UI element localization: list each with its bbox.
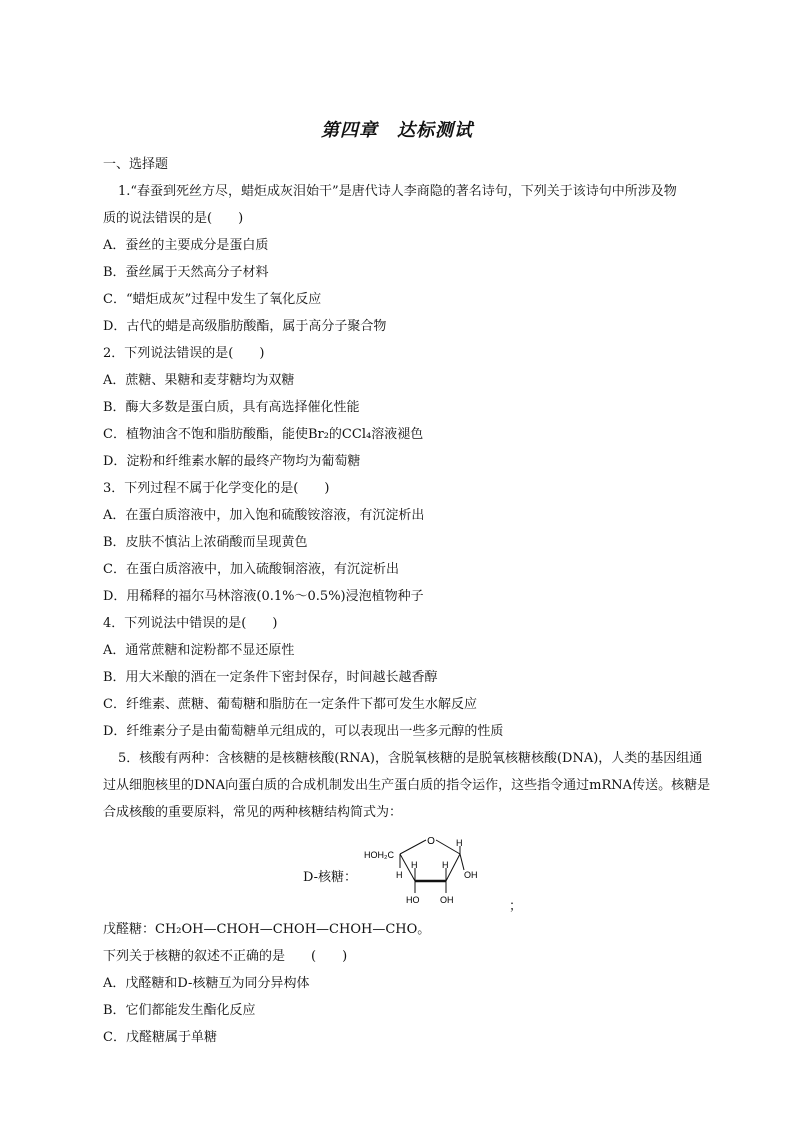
q3-option-d: D．用稀释的福尔马林溶液(0.1%～0.5%)浸泡植物种子 (103, 589, 424, 604)
q5-option-a: A．戊醛糖和D-核糖互为同分异构体 (103, 976, 310, 991)
q1-option-b: B．蚕丝属于天然高分子材料 (103, 265, 269, 280)
atom-h-c1: H (456, 838, 463, 848)
atom-oh-c2: OH (440, 895, 454, 905)
atom-ho-c3: HO (406, 895, 420, 905)
chapter-title: 第四章 达标测试 (321, 120, 473, 141)
q3-option-a: A．在蛋白质溶液中，加入饱和硫酸铵溶液，有沉淀析出 (103, 508, 425, 523)
q1-option-a: A．蚕丝的主要成分是蛋白质 (103, 238, 269, 253)
q1-stem-line1: 1.“春蚕到死丝方尽，蜡炬成灰泪始干”是唐代诗人李商隐的著名诗句，下列关于该诗句中所涉及物 (118, 184, 677, 199)
d-ribose-label: D-核糖： (303, 870, 358, 885)
atom-h-c3: H (411, 860, 418, 870)
atom-h-c4: H (396, 870, 403, 880)
q2-option-a: A．蔗糖、果糖和麦芽糖均为双糖 (103, 373, 295, 388)
atom-o: O (427, 836, 435, 847)
q5-stem-line1: 5．核酸有两种：含核糖的是核糖核酸(RNA)，含脱氧核糖的是脱氧核糖核酸(DNA)，人类的基因组通 (118, 751, 703, 766)
q5-pentose-formula: 戊醛糖：CH₂OH—CHOH—CHOH—CHOH—CHO。 (103, 922, 431, 937)
atom-ch2oh: HOH₂C (364, 850, 394, 860)
q5-question: 下列关于核糖的叙述不正确的是 ( ) (103, 949, 348, 964)
section-heading: 一、选择题 (103, 157, 169, 172)
q2-stem: 2．下列说法错误的是( ) (103, 346, 265, 361)
q5-option-b: B．它们都能发生酯化反应 (103, 1003, 256, 1018)
q5-stem-line3: 合成核酸的重要原料，常见的两种核糖结构简式为： (103, 805, 403, 820)
q2-option-b: B．酶大多数是蛋白质，具有高选择催化性能 (103, 400, 360, 415)
q3-option-b: B．皮肤不慎沾上浓硝酸而呈现黄色 (103, 535, 308, 550)
q2-option-c: C．植物油含不饱和脂肪酸酯，能使Br₂的CCl₄溶液褪色 (103, 427, 424, 442)
d-ribose-structure (360, 832, 490, 906)
q5-stem-line2: 过从细胞核里的DNA向蛋白质的合成机制发出生产蛋白质的指令运作，这些指令通过mRNA传送。核糖是 (103, 778, 711, 793)
atom-oh-c1: OH (464, 870, 478, 880)
structure-semicolon: ； (509, 899, 523, 914)
bond-c1-oh (460, 854, 464, 870)
q4-option-d: D．纤维素分子是由葡萄糖单元组成的，可以表现出一些多元醇的性质 (103, 724, 504, 739)
bond-c4-o (400, 840, 426, 854)
q4-option-c: C．纤维素、蔗糖、葡萄糖和脂肪在一定条件下都可发生水解反应 (103, 697, 477, 712)
q4-stem: 4．下列说法中错误的是( ) (103, 616, 278, 631)
q3-stem: 3．下列过程不属于化学变化的是( ) (103, 481, 330, 496)
q1-option-c: C．“蜡炬成灰”过程中发生了氧化反应 (103, 292, 322, 307)
q4-option-a: A．通常蔗糖和淀粉都不显还原性 (103, 643, 295, 658)
q2-option-d: D．淀粉和纤维素水解的最终产物均为葡萄糖 (103, 454, 361, 469)
q3-option-c: C．在蛋白质溶液中，加入硫酸铜溶液，有沉淀析出 (103, 562, 399, 577)
atom-h-c2: H (442, 860, 449, 870)
q1-option-d: D．古代的蜡是高级脂肪酸酯，属于高分子聚合物 (103, 319, 387, 334)
q5-option-c: C．戊醛糖属于单糖 (103, 1030, 217, 1045)
q1-stem-line2: 质的说法错误的是( ) (103, 211, 244, 226)
q4-option-b: B．用大米酿的酒在一定条件下密封保存，时间越长越香醇 (103, 670, 438, 685)
